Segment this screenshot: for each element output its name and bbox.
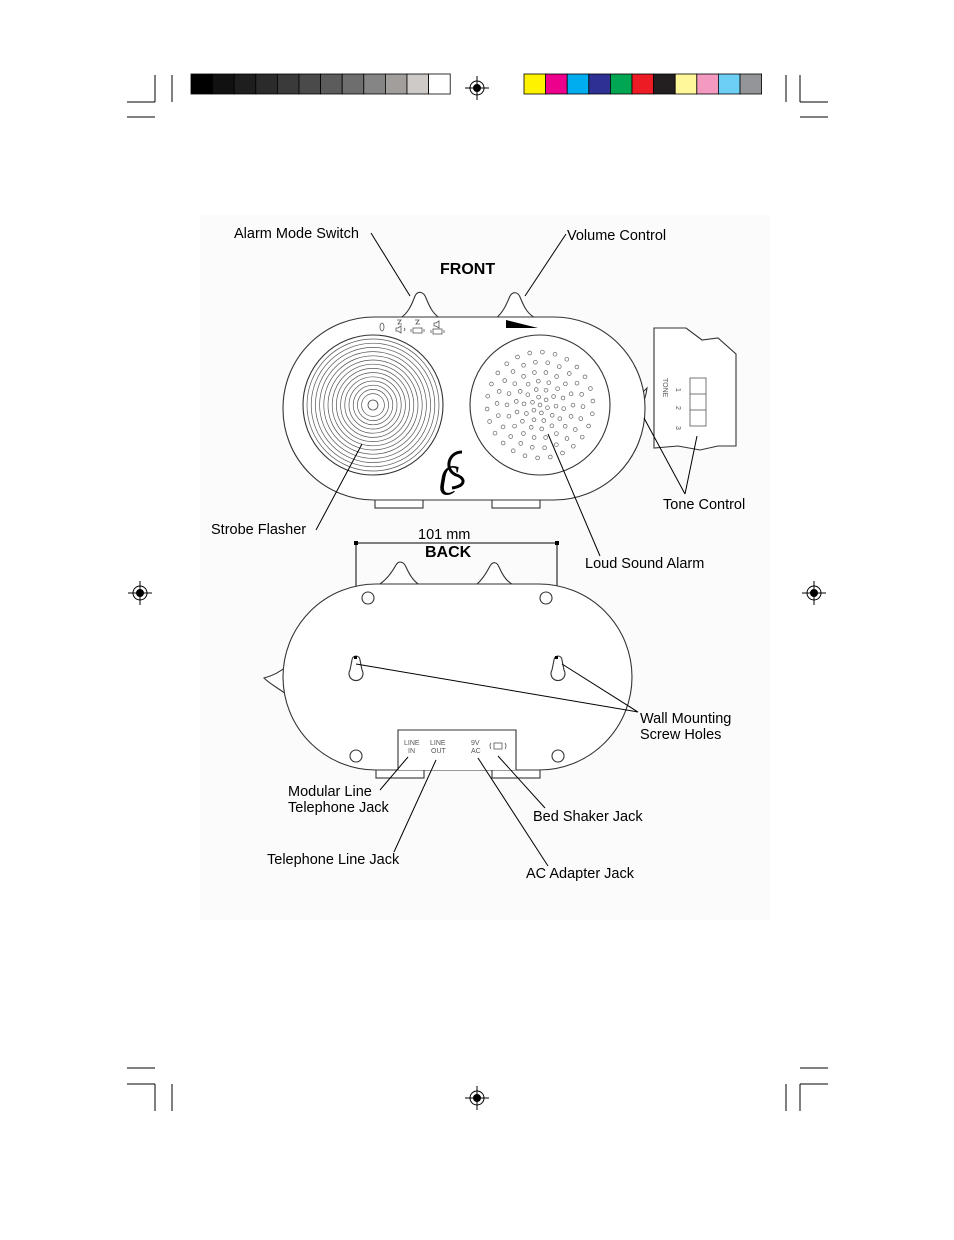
color-swatch: [654, 74, 676, 94]
color-swatch: [589, 74, 611, 94]
gray-swatch: [234, 74, 256, 94]
back-screw-bottom-left: [350, 750, 362, 762]
line-out-label-bottom: OUT: [431, 748, 446, 755]
gray-swatch: [191, 74, 213, 94]
gray-swatch: [299, 74, 321, 94]
color-swatch: [610, 74, 632, 94]
tone-control-panel: [654, 328, 736, 450]
color-swatch: [675, 74, 697, 94]
gray-swatch: [407, 74, 429, 94]
gray-swatch: [321, 74, 343, 94]
tone-control-label: Tone Control: [663, 497, 746, 513]
gray-swatch: [256, 74, 278, 94]
registration-mark-right: [802, 581, 826, 605]
gray-swatch: [277, 74, 299, 94]
svg-text:ʗ: ʗ: [440, 450, 459, 496]
ac-label-bottom: AC: [471, 748, 481, 755]
registration-mark-bottom: [465, 1086, 489, 1110]
color-swatch: [546, 74, 568, 94]
bed-shaker-jack-label: Bed Shaker Jack: [533, 809, 643, 825]
line-in-label-top: LINE: [404, 740, 420, 747]
color-swatch: [740, 74, 762, 94]
gray-swatch: [213, 74, 235, 94]
volume-control-label: Volume Control: [567, 228, 667, 244]
wall-mounting-label-line1: Wall Mounting: [640, 711, 732, 727]
color-swatch: [697, 74, 719, 94]
gray-swatch: [364, 74, 386, 94]
dimension-label: 101 mm: [418, 527, 471, 543]
back-screw-top-right: [540, 592, 552, 604]
tone-position-1: 1: [674, 388, 681, 392]
registration-mark-left: [128, 581, 152, 605]
color-swatch: [524, 74, 546, 94]
tone-position-3: 3: [674, 426, 681, 430]
modular-line-label-line1: Modular Line: [288, 784, 372, 800]
strobe-flasher-label: Strobe Flasher: [211, 522, 307, 538]
registration-mark-top: [465, 76, 489, 100]
wall-mounting-label-line2: Screw Holes: [640, 727, 722, 743]
strobe-flasher-lens: [303, 335, 443, 475]
grayscale-color-bar: [191, 74, 450, 94]
back-screw-bottom-right: [552, 750, 564, 762]
gray-swatch: [342, 74, 364, 94]
color-swatch: [632, 74, 654, 94]
jack-panel: [398, 730, 516, 770]
color-swatch: [567, 74, 589, 94]
gray-swatch: [429, 74, 451, 94]
tone-word: TONE: [661, 378, 668, 398]
loud-sound-alarm-label: Loud Sound Alarm: [585, 556, 705, 572]
ac-adapter-jack-label: AC Adapter Jack: [526, 866, 634, 882]
telephone-line-jack-label: Telephone Line Jack: [267, 852, 400, 868]
modular-line-label-line2: Telephone Jack: [288, 800, 389, 816]
ac-label-top: 9V: [471, 740, 480, 747]
front-heading: FRONT: [440, 261, 496, 278]
tone-position-2: 2: [674, 406, 681, 410]
line-out-label-top: LINE: [430, 740, 446, 747]
back-screw-top-left: [362, 592, 374, 604]
color-swatch: [718, 74, 740, 94]
process-color-bar: [524, 74, 762, 94]
gray-swatch: [385, 74, 407, 94]
back-heading: BACK: [425, 544, 472, 561]
alarm-mode-switch-label: Alarm Mode Switch: [234, 226, 359, 242]
line-in-label-bottom: IN: [408, 748, 415, 755]
